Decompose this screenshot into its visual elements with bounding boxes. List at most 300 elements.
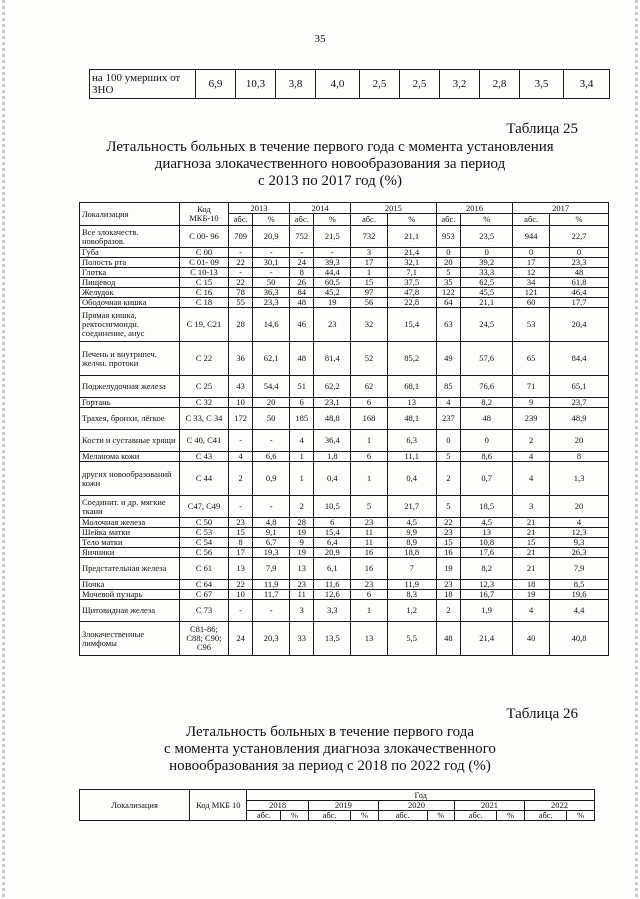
cell-pct: 19 bbox=[314, 298, 351, 308]
cell-abs: 97 bbox=[351, 288, 388, 298]
cell-localization: Почка bbox=[80, 580, 180, 590]
cell-abs: 33 bbox=[290, 622, 314, 656]
cell-pct: 6,4 bbox=[314, 538, 351, 548]
title-line: новообразования за период с 2018 по 2022 год (%) bbox=[169, 758, 491, 774]
table-row bbox=[80, 528, 609, 538]
cell-abs: 6 bbox=[351, 398, 388, 408]
cell-pct: 20,9 bbox=[314, 548, 351, 558]
cell-pct: 20,3 bbox=[253, 622, 290, 656]
cell-abs: 1 bbox=[290, 462, 314, 496]
cell-pct: 20,9 bbox=[253, 226, 290, 248]
cell-pct: 7,9 bbox=[253, 558, 290, 580]
cell-pct: 5,5 bbox=[387, 622, 436, 656]
cell-abs: 11 bbox=[351, 538, 388, 548]
cell-pct: 20 bbox=[253, 398, 290, 408]
cell-abs: 16 bbox=[351, 558, 388, 580]
cell: 2,5 bbox=[400, 70, 440, 99]
cell-abs: 17 bbox=[351, 258, 388, 268]
cell-abs: 23 bbox=[436, 528, 460, 538]
cell-pct: 37,5 bbox=[387, 278, 436, 288]
cell-pct: 4,8 bbox=[253, 518, 290, 528]
cell-pct: 8,2 bbox=[461, 558, 513, 580]
cell-code: С 64 bbox=[180, 580, 229, 590]
header-year: 2021 bbox=[455, 801, 525, 811]
cell-code: С 00- 96 bbox=[180, 226, 229, 248]
table-row bbox=[80, 600, 609, 622]
cell-abs: 64 bbox=[436, 298, 460, 308]
cell-pct: 54,4 bbox=[253, 376, 290, 398]
cell-pct: 9,1 bbox=[253, 528, 290, 538]
table-row bbox=[80, 376, 609, 398]
header-abs: абс. bbox=[308, 811, 350, 821]
table-row bbox=[80, 452, 609, 462]
cell-pct: 4,5 bbox=[387, 518, 436, 528]
cell-abs: 953 bbox=[436, 226, 460, 248]
cell-pct: - bbox=[253, 496, 290, 518]
cell-pct: 14,6 bbox=[253, 308, 290, 342]
cell-abs: 40 bbox=[513, 622, 550, 656]
header-abs: абс. bbox=[351, 214, 388, 226]
cell-pct: 23,3 bbox=[550, 258, 609, 268]
cell-pct: 48 bbox=[550, 268, 609, 278]
cell-abs: 15 bbox=[228, 528, 252, 538]
cell-code: С 53 bbox=[180, 528, 229, 538]
cell: 2,5 bbox=[360, 70, 400, 99]
cell-abs: 28 bbox=[228, 308, 252, 342]
cell-localization: Шейка матки bbox=[80, 528, 180, 538]
cell-abs: 18 bbox=[513, 580, 550, 590]
cell-code: С 54 bbox=[180, 538, 229, 548]
cell-pct: 21,4 bbox=[461, 622, 513, 656]
cell-abs: 9 bbox=[290, 538, 314, 548]
cell-pct: 48,1 bbox=[387, 408, 436, 430]
cell-abs: 15 bbox=[436, 538, 460, 548]
cell-pct: 0,9 bbox=[253, 462, 290, 496]
cell-pct: 40,8 bbox=[550, 622, 609, 656]
cell-abs: 13 bbox=[351, 622, 388, 656]
cell-pct: 20 bbox=[550, 496, 609, 518]
cell-abs: 2 bbox=[436, 462, 460, 496]
cell-abs: 8 bbox=[290, 268, 314, 278]
cell-abs: 21 bbox=[513, 558, 550, 580]
cell-abs: 3 bbox=[290, 600, 314, 622]
cell-localization: Гортань bbox=[80, 398, 180, 408]
cell-abs: 23 bbox=[228, 518, 252, 528]
cell-abs: 60 bbox=[513, 298, 550, 308]
cell-pct: 11,9 bbox=[253, 580, 290, 590]
cell-pct: 85,2 bbox=[387, 342, 436, 376]
cell-abs: 48 bbox=[290, 298, 314, 308]
cell-pct: 21,1 bbox=[461, 298, 513, 308]
cell: 3,5 bbox=[520, 70, 564, 99]
cell-abs: 53 bbox=[513, 308, 550, 342]
cell: 3,2 bbox=[440, 70, 480, 99]
header-year: 2013 bbox=[228, 203, 289, 214]
cell-pct: 39,2 bbox=[461, 258, 513, 268]
table-row bbox=[90, 70, 610, 99]
cell-abs: 18 bbox=[436, 590, 460, 600]
cell-abs: 2 bbox=[290, 496, 314, 518]
cell-abs: 239 bbox=[513, 408, 550, 430]
cell-localization: Меланома кожи bbox=[80, 452, 180, 462]
cell-pct: 11,1 bbox=[387, 452, 436, 462]
cell-pct: 8 bbox=[550, 452, 609, 462]
table-row bbox=[80, 548, 609, 558]
cell-localization: Яичники bbox=[80, 548, 180, 558]
cell-pct: - bbox=[253, 248, 290, 258]
cell-pct: 76,6 bbox=[461, 376, 513, 398]
cell-abs: 22 bbox=[228, 258, 252, 268]
table-row bbox=[80, 268, 609, 278]
cell-abs: 26 bbox=[290, 278, 314, 288]
cell: 4,0 bbox=[316, 70, 360, 99]
cell-pct: 6,6 bbox=[253, 452, 290, 462]
table-row bbox=[80, 430, 609, 452]
cell: 3,8 bbox=[276, 70, 316, 99]
cell-pct: 0 bbox=[461, 430, 513, 452]
table-row bbox=[80, 408, 609, 430]
cell-pct: 0,4 bbox=[387, 462, 436, 496]
cell-pct: 21,7 bbox=[387, 496, 436, 518]
cell-abs: 168 bbox=[351, 408, 388, 430]
cell-pct: 47,8 bbox=[387, 288, 436, 298]
cell-abs: 2 bbox=[436, 600, 460, 622]
cell-pct: 44,4 bbox=[314, 268, 351, 278]
header-pct: % bbox=[253, 214, 290, 226]
cell-abs: 62 bbox=[351, 376, 388, 398]
cell-abs: 21 bbox=[513, 528, 550, 538]
cell-localization: Желудок bbox=[80, 288, 180, 298]
cell: 2,8 bbox=[480, 70, 520, 99]
cell-localization: Пищевод bbox=[80, 278, 180, 288]
cell-abs: 2 bbox=[513, 430, 550, 452]
cell-pct: 62,5 bbox=[461, 278, 513, 288]
cell-abs: - bbox=[228, 496, 252, 518]
cell-code: С 44 bbox=[180, 462, 229, 496]
cell-abs: 122 bbox=[436, 288, 460, 298]
cell-localization: других новообразований кожи bbox=[80, 462, 180, 496]
cell-localization: Все злокачеств. новобразов. bbox=[80, 226, 180, 248]
cell-abs: 17 bbox=[513, 258, 550, 268]
header-year: 2017 bbox=[513, 203, 609, 214]
cell-abs: 3 bbox=[351, 248, 388, 258]
cell-abs: 23 bbox=[290, 580, 314, 590]
cell-pct: 23,1 bbox=[314, 398, 351, 408]
table-row bbox=[80, 496, 609, 518]
cell-abs: 17 bbox=[228, 548, 252, 558]
cell-abs: - bbox=[228, 248, 252, 258]
cell-abs: 0 bbox=[436, 248, 460, 258]
table-25-label: Таблица 25 bbox=[506, 121, 578, 137]
cell-pct: 22,8 bbox=[387, 298, 436, 308]
cell-abs: 65 bbox=[513, 342, 550, 376]
cell-pct: 17,7 bbox=[550, 298, 609, 308]
cell-abs: 5 bbox=[436, 452, 460, 462]
table-26-title bbox=[60, 724, 600, 775]
header-god: Год bbox=[247, 790, 595, 801]
cell-pct: 10,5 bbox=[314, 496, 351, 518]
row-label: на 100 умерших от ЗНО bbox=[90, 70, 196, 99]
cell-abs: 9 bbox=[513, 398, 550, 408]
header-localization: Локализация bbox=[80, 790, 190, 821]
cell-abs: 15 bbox=[351, 278, 388, 288]
cell-pct: 48 bbox=[461, 408, 513, 430]
cell: 10,3 bbox=[236, 70, 276, 99]
header-abs: абс. bbox=[247, 811, 281, 821]
cell-abs: 22 bbox=[228, 580, 252, 590]
cell-pct: 7 bbox=[387, 558, 436, 580]
cell-pct: 17,6 bbox=[461, 548, 513, 558]
scan-edge-right bbox=[635, 0, 638, 899]
cell-abs: 4 bbox=[436, 398, 460, 408]
table-row bbox=[80, 226, 609, 248]
cell-localization: Ободочная кишка bbox=[80, 298, 180, 308]
table-row bbox=[80, 518, 609, 528]
cell-abs: 71 bbox=[513, 376, 550, 398]
header-pct: % bbox=[497, 811, 525, 821]
header-pct: % bbox=[387, 214, 436, 226]
table-fragment-top bbox=[89, 69, 610, 99]
cell-code: С 01- 09 bbox=[180, 258, 229, 268]
cell-pct: 62,2 bbox=[314, 376, 351, 398]
cell-abs: - bbox=[228, 268, 252, 278]
header-row-years bbox=[80, 203, 609, 214]
cell-abs: - bbox=[290, 248, 314, 258]
cell-abs: 48 bbox=[290, 342, 314, 376]
cell-pct: 19,6 bbox=[550, 590, 609, 600]
cell-pct: 33,3 bbox=[461, 268, 513, 278]
cell-abs: 13 bbox=[290, 558, 314, 580]
cell-abs: 23 bbox=[351, 518, 388, 528]
cell-abs: 121 bbox=[513, 288, 550, 298]
page-number: 35 bbox=[314, 33, 326, 45]
cell-pct: 62,1 bbox=[253, 342, 290, 376]
header-year: 2022 bbox=[525, 801, 595, 811]
cell-abs: 8 bbox=[228, 538, 252, 548]
cell-abs: 55 bbox=[228, 298, 252, 308]
header-year: 2020 bbox=[378, 801, 454, 811]
header-abs: абс. bbox=[378, 811, 427, 821]
cell-abs: 23 bbox=[351, 580, 388, 590]
cell-pct: 13,5 bbox=[314, 622, 351, 656]
cell-abs: 4 bbox=[290, 430, 314, 452]
cell-pct: 0 bbox=[461, 248, 513, 258]
cell-pct: 6,7 bbox=[253, 538, 290, 548]
cell-abs: 1 bbox=[351, 430, 388, 452]
cell-abs: 48 bbox=[436, 622, 460, 656]
cell-abs: - bbox=[228, 600, 252, 622]
cell-abs: 35 bbox=[436, 278, 460, 288]
cell-abs: 4 bbox=[228, 452, 252, 462]
table-row bbox=[80, 248, 609, 258]
cell-pct: 60,5 bbox=[314, 278, 351, 288]
cell-pct: 84,4 bbox=[550, 342, 609, 376]
cell-abs: 732 bbox=[351, 226, 388, 248]
table-26 bbox=[79, 789, 595, 821]
cell-pct: 21,1 bbox=[387, 226, 436, 248]
cell-code: С 18 bbox=[180, 298, 229, 308]
cell-abs: 19 bbox=[513, 590, 550, 600]
cell-pct: 9,3 bbox=[550, 538, 609, 548]
cell-pct: 8,5 bbox=[550, 580, 609, 590]
cell-code: С 50 bbox=[180, 518, 229, 528]
table-25-title bbox=[60, 139, 600, 190]
cell-pct: 9,9 bbox=[387, 528, 436, 538]
cell-abs: 52 bbox=[351, 342, 388, 376]
cell-abs: 46 bbox=[290, 308, 314, 342]
cell: 6,9 bbox=[196, 70, 236, 99]
cell-pct: - bbox=[253, 430, 290, 452]
cell-abs: 19 bbox=[290, 528, 314, 538]
header-pct: % bbox=[314, 214, 351, 226]
cell-abs: 1 bbox=[351, 600, 388, 622]
table-row bbox=[80, 258, 609, 268]
cell-pct: 16,7 bbox=[461, 590, 513, 600]
title-line: с момента установления диагноза злокачественного bbox=[164, 741, 496, 757]
header-abs: абс. bbox=[525, 811, 567, 821]
cell-localization: Прямая кишка, ректосигмоидн. соединение, анус bbox=[80, 308, 180, 342]
cell: 3,4 bbox=[564, 70, 610, 99]
cell-pct: 7,1 bbox=[387, 268, 436, 278]
cell-pct: 12,3 bbox=[461, 580, 513, 590]
header-pct: % bbox=[351, 811, 379, 821]
cell-pct: 23 bbox=[314, 308, 351, 342]
cell-pct: 18,8 bbox=[387, 548, 436, 558]
cell-abs: 752 bbox=[290, 226, 314, 248]
cell-pct: 12,6 bbox=[314, 590, 351, 600]
cell-abs: 19 bbox=[436, 558, 460, 580]
table-row bbox=[80, 580, 609, 590]
cell-pct: 13 bbox=[387, 398, 436, 408]
cell-pct: 68,1 bbox=[387, 376, 436, 398]
cell-pct: 11,7 bbox=[253, 590, 290, 600]
cell-pct: 30,1 bbox=[253, 258, 290, 268]
cell-abs: 237 bbox=[436, 408, 460, 430]
cell-pct: 4,5 bbox=[461, 518, 513, 528]
title-line: Летальность больных в течение первого года bbox=[185, 724, 475, 740]
cell-pct: 0,4 bbox=[314, 462, 351, 496]
cell-pct: 8,9 bbox=[387, 538, 436, 548]
cell-pct: 11,6 bbox=[314, 580, 351, 590]
cell-pct: 61,8 bbox=[550, 278, 609, 288]
cell-pct: 20,4 bbox=[550, 308, 609, 342]
cell-abs: 10 bbox=[228, 590, 252, 600]
cell-abs: - bbox=[228, 430, 252, 452]
table-25 bbox=[79, 202, 609, 656]
cell-pct: 50 bbox=[253, 408, 290, 430]
cell-abs: 5 bbox=[351, 496, 388, 518]
cell-pct: 20 bbox=[550, 430, 609, 452]
cell-localization: Кости и суставные хрящи bbox=[80, 430, 180, 452]
cell-code: С 56 bbox=[180, 548, 229, 558]
cell-localization: Щитовидная железа bbox=[80, 600, 180, 622]
cell-pct: 45,2 bbox=[314, 288, 351, 298]
header-abs: абс. bbox=[290, 214, 314, 226]
cell-pct: 21,4 bbox=[387, 248, 436, 258]
cell-pct: 6,1 bbox=[314, 558, 351, 580]
cell-abs: 20 bbox=[436, 258, 460, 268]
cell-code: С 40, С41 bbox=[180, 430, 229, 452]
cell-pct: 1,9 bbox=[461, 600, 513, 622]
table-row bbox=[80, 342, 609, 376]
cell-code: С 33, С 34 bbox=[180, 408, 229, 430]
cell-code: С 00 bbox=[180, 248, 229, 258]
cell-abs: 11 bbox=[290, 590, 314, 600]
cell-localization: Тело матки bbox=[80, 538, 180, 548]
cell-abs: 5 bbox=[436, 268, 460, 278]
cell-abs: 23 bbox=[436, 580, 460, 590]
cell-abs: 10 bbox=[228, 398, 252, 408]
cell-pct: 15,4 bbox=[387, 308, 436, 342]
header-abs: абс. bbox=[228, 214, 252, 226]
cell-pct: 32,1 bbox=[387, 258, 436, 268]
cell-abs: 32 bbox=[351, 308, 388, 342]
cell-pct: 13 bbox=[461, 528, 513, 538]
cell-pct: 50 bbox=[253, 278, 290, 288]
cell-abs: 4 bbox=[513, 452, 550, 462]
cell-abs: 1 bbox=[351, 462, 388, 496]
cell-pct: 24,5 bbox=[461, 308, 513, 342]
cell-abs: 22 bbox=[228, 278, 252, 288]
cell-pct: 8,6 bbox=[461, 452, 513, 462]
cell-pct: 6 bbox=[314, 518, 351, 528]
header-year: 2019 bbox=[308, 801, 378, 811]
cell-abs: 49 bbox=[436, 342, 460, 376]
cell-abs: 2 bbox=[228, 462, 252, 496]
table-row bbox=[80, 558, 609, 580]
cell-abs: 78 bbox=[228, 288, 252, 298]
cell-abs: 1 bbox=[351, 268, 388, 278]
header-pct: % bbox=[550, 214, 609, 226]
cell-abs: 19 bbox=[290, 548, 314, 558]
header-code: Код МКБ 10 bbox=[190, 790, 247, 821]
cell-abs: 16 bbox=[351, 548, 388, 558]
header-localization: Локализация bbox=[80, 203, 180, 226]
cell-localization: Глотка bbox=[80, 268, 180, 278]
cell-abs: 709 bbox=[228, 226, 252, 248]
cell-abs: 15 bbox=[513, 538, 550, 548]
cell-abs: 21 bbox=[513, 548, 550, 558]
cell-pct: - bbox=[253, 268, 290, 278]
header-year: 2016 bbox=[436, 203, 513, 214]
cell-abs: 28 bbox=[290, 518, 314, 528]
cell-abs: 6 bbox=[290, 398, 314, 408]
table-25-body bbox=[80, 226, 609, 656]
cell-abs: 944 bbox=[513, 226, 550, 248]
header-year: 2018 bbox=[247, 801, 308, 811]
cell-abs: 13 bbox=[228, 558, 252, 580]
cell-pct: 65,1 bbox=[550, 376, 609, 398]
cell-code: С81-86; С88; С90; С96 bbox=[180, 622, 229, 656]
title-line: диагноза злокачественного новообразования за период bbox=[154, 156, 506, 172]
header-abs: абс. bbox=[455, 811, 497, 821]
cell-code: С 73 bbox=[180, 600, 229, 622]
header-pct: % bbox=[427, 811, 455, 821]
table-row bbox=[80, 462, 609, 496]
cell-pct: 1,3 bbox=[550, 462, 609, 496]
cell-pct: 23,7 bbox=[550, 398, 609, 408]
cell-pct: 7,9 bbox=[550, 558, 609, 580]
cell-pct: 12,3 bbox=[550, 528, 609, 538]
header-code: Код МКБ-10 bbox=[180, 203, 229, 226]
cell-pct: 4 bbox=[550, 518, 609, 528]
cell-pct: 6,3 bbox=[387, 430, 436, 452]
cell-code: С 15 bbox=[180, 278, 229, 288]
cell-pct: 1,2 bbox=[387, 600, 436, 622]
header-pct: % bbox=[461, 214, 513, 226]
cell-abs: 0 bbox=[436, 430, 460, 452]
cell-localization: Мочевой пузырь bbox=[80, 590, 180, 600]
